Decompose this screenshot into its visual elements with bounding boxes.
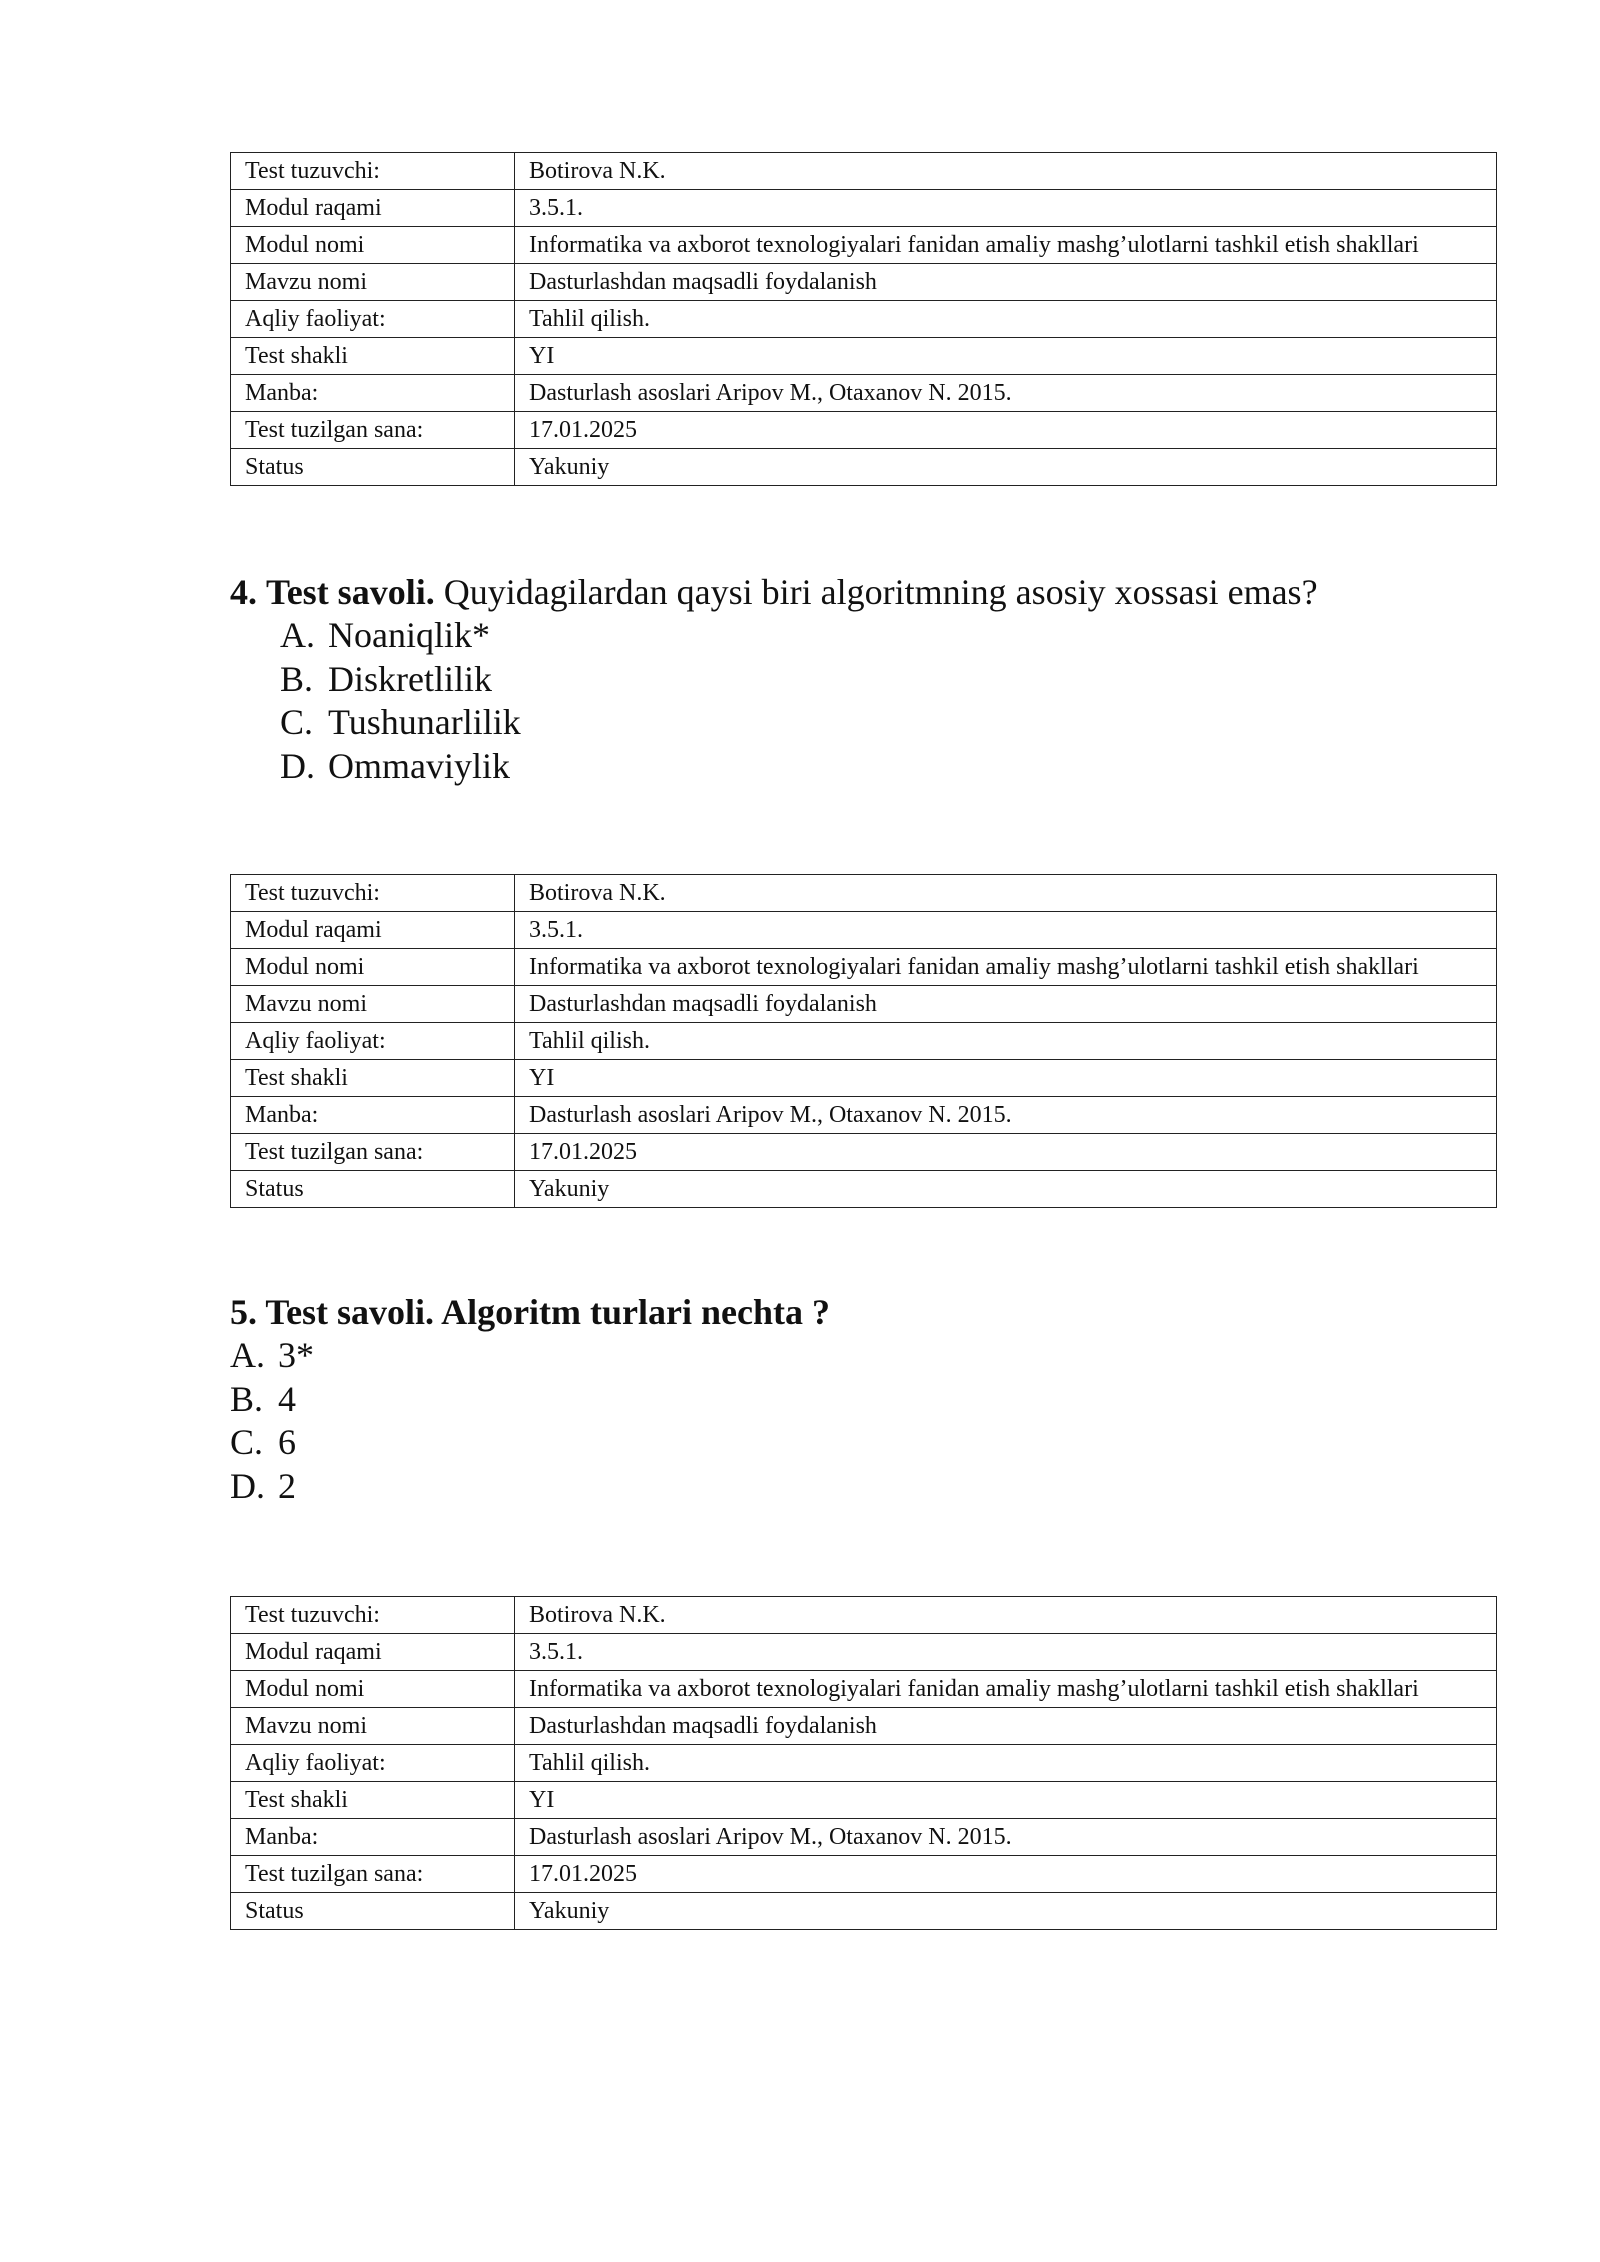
row-value: Yakuniy bbox=[515, 1893, 1497, 1930]
row-label: Aqliy faoliyat: bbox=[231, 1023, 515, 1060]
table-row bbox=[231, 227, 1497, 264]
question-number: 5. bbox=[230, 1292, 257, 1332]
row-value: Tahlil qilish. bbox=[515, 1023, 1497, 1060]
option-text: 6 bbox=[278, 1422, 296, 1462]
row-label: Test shakli bbox=[231, 1782, 515, 1819]
row-value: 17.01.2025 bbox=[515, 1134, 1497, 1171]
option-text: Ommaviylik bbox=[328, 745, 510, 786]
row-label: Manba: bbox=[231, 1819, 515, 1856]
row-label: Status bbox=[231, 449, 515, 486]
row-label: Status bbox=[231, 1171, 515, 1208]
table-row bbox=[231, 1060, 1497, 1097]
table-row bbox=[231, 1819, 1497, 1856]
table-row bbox=[231, 264, 1497, 301]
row-label: Test tuzuvchi: bbox=[231, 1597, 515, 1634]
row-label: Manba: bbox=[231, 375, 515, 412]
table-row bbox=[231, 1134, 1497, 1171]
row-value: Botirova N.K. bbox=[515, 153, 1497, 190]
row-label: Test tuzuvchi: bbox=[231, 153, 515, 190]
answer-option bbox=[230, 1378, 314, 1422]
table-row bbox=[231, 412, 1497, 449]
row-value: Dasturlashdan maqsadli foydalanish bbox=[515, 986, 1497, 1023]
table-row bbox=[231, 949, 1497, 986]
row-label: Modul raqami bbox=[231, 912, 515, 949]
table-row bbox=[231, 301, 1497, 338]
question-5-options bbox=[230, 1334, 314, 1508]
table-row bbox=[231, 1893, 1497, 1930]
row-label: Status bbox=[231, 1893, 515, 1930]
row-value: YI bbox=[515, 1060, 1497, 1097]
answer-option bbox=[280, 745, 521, 789]
test-meta-table-3 bbox=[230, 1596, 1497, 1930]
row-value: Yakuniy bbox=[515, 1171, 1497, 1208]
table-row bbox=[231, 912, 1497, 949]
table-row bbox=[231, 449, 1497, 486]
table-row bbox=[231, 190, 1497, 227]
option-letter: A. bbox=[230, 1335, 265, 1375]
option-letter: C. bbox=[280, 702, 314, 742]
row-value: Informatika va axborot texnologiyalari fanidan amaliy mashg’ulotlarni tashkil etish shakllari bbox=[515, 949, 1497, 986]
question-5-heading bbox=[230, 1290, 830, 1334]
table-row bbox=[231, 1782, 1497, 1819]
row-value: YI bbox=[515, 1782, 1497, 1819]
question-text: Algoritm turlari nechta ? bbox=[441, 1292, 830, 1332]
option-letter: B. bbox=[230, 1378, 264, 1419]
table-row bbox=[231, 1597, 1497, 1634]
option-text: Diskretlilik bbox=[328, 658, 492, 699]
option-text: 3* bbox=[278, 1335, 314, 1375]
table-row bbox=[231, 1856, 1497, 1893]
question-text: Quyidagilardan qaysi biri algoritmning asosiy xossasi emas? bbox=[443, 572, 1318, 612]
row-value: Informatika va axborot texnologiyalari fanidan amaliy mashg’ulotlarni tashkil etish shakllari bbox=[515, 1671, 1497, 1708]
option-letter: B. bbox=[280, 658, 314, 699]
row-value: 3.5.1. bbox=[515, 190, 1497, 227]
option-text: Tushunarlilik bbox=[328, 702, 521, 742]
row-label: Modul nomi bbox=[231, 227, 515, 264]
option-text: 2 bbox=[278, 1465, 296, 1506]
option-text: 4 bbox=[278, 1378, 296, 1419]
answer-option bbox=[280, 701, 521, 745]
row-value: Dasturlashdan maqsadli foydalanish bbox=[515, 264, 1497, 301]
option-text: Noaniqlik* bbox=[328, 615, 490, 655]
answer-option bbox=[230, 1421, 314, 1465]
row-value: Dasturlash asoslari Aripov M., Otaxanov N. 2015. bbox=[515, 375, 1497, 412]
question-label: Test savoli. bbox=[266, 572, 435, 612]
option-letter: D. bbox=[230, 1465, 265, 1506]
row-value: Dasturlashdan maqsadli foydalanish bbox=[515, 1708, 1497, 1745]
row-label: Test tuzilgan sana: bbox=[231, 1134, 515, 1171]
table-row bbox=[231, 1023, 1497, 1060]
row-value: 3.5.1. bbox=[515, 1634, 1497, 1671]
table-row bbox=[231, 338, 1497, 375]
answer-option bbox=[230, 1465, 314, 1509]
row-label: Manba: bbox=[231, 1097, 515, 1134]
row-label: Aqliy faoliyat: bbox=[231, 301, 515, 338]
option-letter: D. bbox=[280, 745, 315, 786]
row-label: Modul nomi bbox=[231, 949, 515, 986]
table-row bbox=[231, 1171, 1497, 1208]
row-label: Modul nomi bbox=[231, 1671, 515, 1708]
row-label: Test shakli bbox=[231, 338, 515, 375]
row-value: Dasturlash asoslari Aripov M., Otaxanov N. 2015. bbox=[515, 1819, 1497, 1856]
question-4-options bbox=[280, 614, 521, 788]
row-value: 3.5.1. bbox=[515, 912, 1497, 949]
row-value: Informatika va axborot texnologiyalari fanidan amaliy mashg’ulotlarni tashkil etish shakllari bbox=[515, 227, 1497, 264]
table-row bbox=[231, 986, 1497, 1023]
table-row bbox=[231, 1634, 1497, 1671]
row-value: Botirova N.K. bbox=[515, 875, 1497, 912]
row-label: Test shakli bbox=[231, 1060, 515, 1097]
table-row bbox=[231, 1671, 1497, 1708]
option-letter: C. bbox=[230, 1422, 264, 1462]
row-label: Test tuzilgan sana: bbox=[231, 1856, 515, 1893]
table-row bbox=[231, 1097, 1497, 1134]
row-value: Dasturlash asoslari Aripov M., Otaxanov N. 2015. bbox=[515, 1097, 1497, 1134]
row-value: Tahlil qilish. bbox=[515, 1745, 1497, 1782]
row-value: 17.01.2025 bbox=[515, 412, 1497, 449]
row-value: Yakuniy bbox=[515, 449, 1497, 486]
answer-option bbox=[280, 658, 521, 702]
table-row bbox=[231, 1708, 1497, 1745]
row-value: Botirova N.K. bbox=[515, 1597, 1497, 1634]
row-label: Mavzu nomi bbox=[231, 1708, 515, 1745]
row-label: Test tuzilgan sana: bbox=[231, 412, 515, 449]
answer-option bbox=[230, 1334, 314, 1378]
row-value: YI bbox=[515, 338, 1497, 375]
row-label: Mavzu nomi bbox=[231, 264, 515, 301]
option-letter: A. bbox=[280, 615, 315, 655]
table-row bbox=[231, 875, 1497, 912]
row-label: Modul raqami bbox=[231, 1634, 515, 1671]
table-row bbox=[231, 375, 1497, 412]
table-row bbox=[231, 1745, 1497, 1782]
question-4-heading bbox=[230, 570, 1318, 614]
table-row bbox=[231, 153, 1497, 190]
test-meta-table-1 bbox=[230, 152, 1497, 486]
row-value: 17.01.2025 bbox=[515, 1856, 1497, 1893]
test-meta-table-2 bbox=[230, 874, 1497, 1208]
row-label: Test tuzuvchi: bbox=[231, 875, 515, 912]
row-label: Mavzu nomi bbox=[231, 986, 515, 1023]
row-label: Modul raqami bbox=[231, 190, 515, 227]
question-label: Test savoli. bbox=[265, 1292, 435, 1332]
row-value: Tahlil qilish. bbox=[515, 301, 1497, 338]
row-label: Aqliy faoliyat: bbox=[231, 1745, 515, 1782]
question-number: 4. bbox=[230, 572, 257, 612]
answer-option bbox=[280, 614, 521, 658]
